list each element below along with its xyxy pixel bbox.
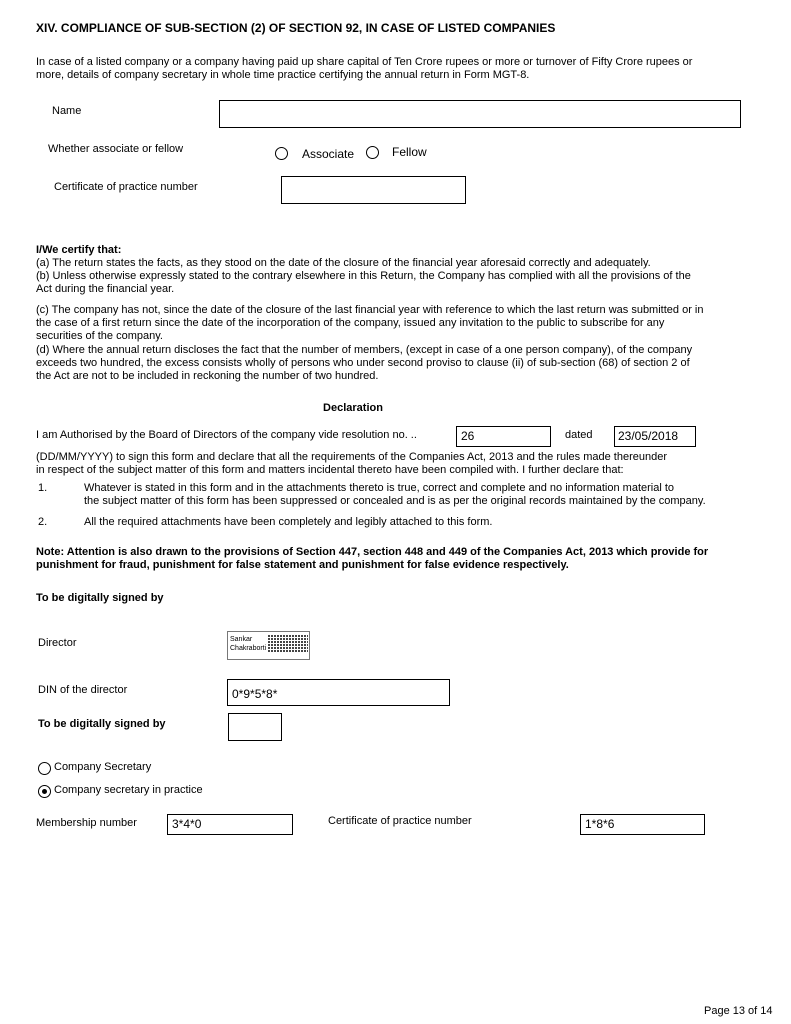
associate-radio[interactable]: [275, 147, 288, 160]
membership-label: Membership number: [36, 817, 137, 829]
signed-by-field[interactable]: [228, 713, 282, 741]
certify-d-line-2: exceeds two hundred, the excess consists wholly of persons who under second proviso to clause (ii) of sub-section (68) of section 2 of: [36, 357, 690, 369]
director-signature[interactable]: [227, 631, 310, 660]
dated-field[interactable]: 23/05/2018: [614, 426, 696, 447]
certify-heading: I/We certify that:: [36, 244, 122, 256]
item-1-number: 1.: [38, 482, 48, 494]
name-label: Name: [52, 105, 82, 117]
signature-stamp-icon: [268, 634, 308, 656]
certify-a: (a) The return states the facts, as they stood on the date of the closure of the financial year aforesaid correctly and adequately.: [36, 257, 651, 269]
fellow-radio[interactable]: [366, 146, 379, 159]
associate-option-label: Associate: [302, 147, 355, 161]
item-1-line-1: Whatever is stated in this form and in the attachments thereto is true, correct and complete and no information material to: [84, 482, 675, 494]
company-secretary-in-practice-label: Company secretary in practice: [54, 784, 203, 796]
authorised-text: I am Authorised by the Board of Directors of the company vide resolution no. ..: [36, 429, 417, 441]
membership-field[interactable]: 3*4*0: [167, 814, 293, 835]
note-line-1: Note: Attention is also drawn to the provisions of Section 447, section 448 and 449 of the Companies Act, 2013 which provide for: [36, 546, 709, 558]
section-title: XIV. COMPLIANCE OF SUB-SECTION (2) OF SECTION 92, IN CASE OF LISTED COMPANIES: [36, 21, 556, 35]
company-secretary-radio[interactable]: [38, 762, 51, 775]
declaration-line-1: (DD/MM/YYYY) to sign this form and declare that all the requirements of the Companies Act, 2013 and the rules made thereunder: [36, 451, 667, 463]
din-field[interactable]: 0*9*5*8*: [227, 679, 450, 706]
company-secretary-in-practice-radio[interactable]: [38, 785, 51, 798]
intro-line-2: more, details of company secretary in whole time practice certifying the annual return in Form MGT-8.: [36, 69, 530, 81]
declaration-line-2: in respect of the subject matter of this form and matters incidental thereto have been compiled with. I further declare that:: [36, 464, 624, 476]
certify-d-line-3: the Act are not to be included in reckoning the number of two hundred.: [36, 370, 379, 382]
associate-or-fellow-label: Whether associate or fellow: [48, 143, 184, 155]
dated-label: dated: [565, 429, 593, 441]
certify-d-line-1: (d) Where the annual return discloses the fact that the number of members, (except in case of a one person company), of the company: [36, 344, 693, 356]
cop-label: Certificate of practice number: [54, 181, 198, 193]
certify-c-line-1: (c) The company has not, since the date of the closure of the last financial year with reference to which the last return was submitted or in: [36, 304, 704, 316]
cop2-label: Certificate of practice number: [328, 815, 472, 827]
din-label: DIN of the director: [38, 684, 128, 696]
resolution-number-field[interactable]: 26: [456, 426, 551, 447]
fellow-option-label: Fellow: [392, 145, 427, 159]
director-label: Director: [38, 637, 77, 649]
cop-field[interactable]: [281, 176, 466, 204]
certify-b-line-1: (b) Unless otherwise expressly stated to the contrary elsewhere in this Return, the Company has complied with all the provisions of the: [36, 270, 691, 282]
page-number: Page 13 of 14: [704, 1005, 773, 1017]
item-2-number: 2.: [38, 516, 48, 528]
certify-b-line-2: Act during the financial year.: [36, 283, 175, 295]
item-1-line-2: the subject matter of this form has been suppressed or concealed and is as per the original records maintained by the company.: [84, 495, 706, 507]
signed-by-heading-2: To be digitally signed by: [38, 718, 166, 730]
company-secretary-label: Company Secretary: [54, 761, 152, 773]
note-line-2: punishment for fraud, punishment for false statement and punishment for false evidence respectively.: [36, 559, 569, 571]
certify-c-line-2: the case of a first return since the date of the incorporation of the company, issued any invitation to the public to subscribe for any: [36, 317, 665, 329]
signature-name: Sankar Chakraborti: [230, 636, 267, 652]
signed-by-heading-1: To be digitally signed by: [36, 592, 164, 604]
declaration-heading: Declaration: [323, 402, 383, 414]
item-2-line-1: All the required attachments have been completely and legibly attached to this form.: [84, 516, 493, 528]
name-field[interactable]: [219, 100, 741, 128]
certify-c-line-3: securities of the company.: [36, 330, 163, 342]
cop2-field[interactable]: 1*8*6: [580, 814, 705, 835]
intro-line-1: In case of a listed company or a company having paid up share capital of Ten Crore rupees or more or turnover of Fifty Crore rupees or: [36, 56, 693, 68]
